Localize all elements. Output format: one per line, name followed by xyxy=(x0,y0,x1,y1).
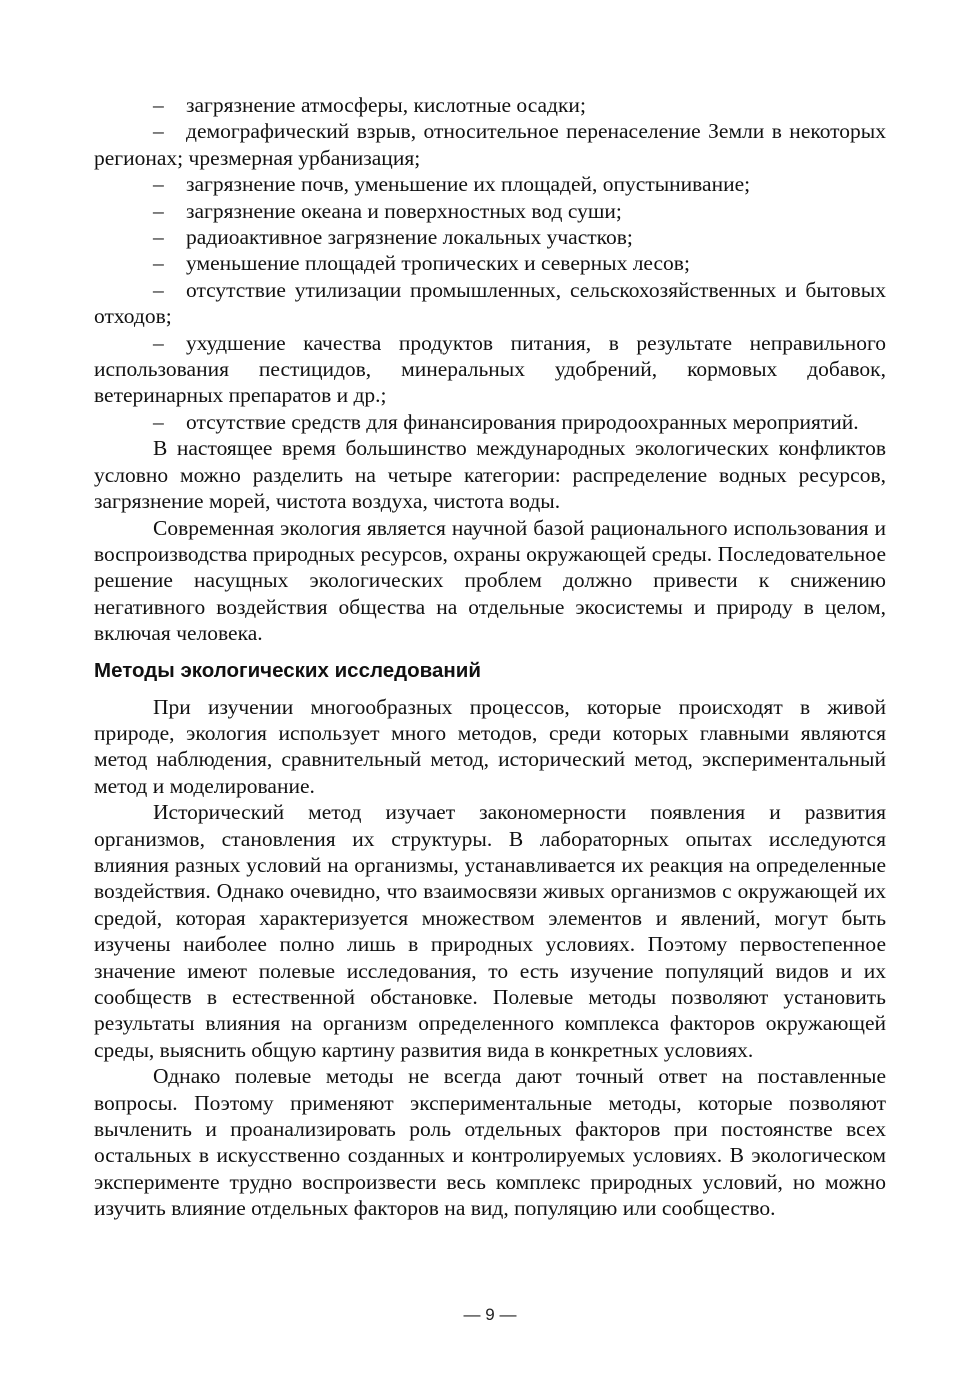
paragraph-methods-intro: При изучении многообразных процессов, которые происходят в живой природе, экология использует много методов, среди которых главными являются метод наблюдения, сравнительный метод, исторический метод, экспериментальный метод и моделирование. xyxy=(94,694,886,798)
list-item-text: демографический взрыв, относительное перенаселение Земли в некоторых регионах; чрезмерная урбанизация; xyxy=(94,119,886,170)
list-dash: – xyxy=(153,277,164,302)
list-item-text: загрязнение почв, уменьшение их площадей, опустынивание; xyxy=(186,172,751,197)
list-item-text: уменьшение площадей тропических и северных лесов; xyxy=(186,251,690,276)
list-item xyxy=(94,409,886,435)
list-dash: – xyxy=(153,198,164,223)
list-dash: – xyxy=(153,251,164,276)
list-item xyxy=(94,118,886,171)
list-dash: – xyxy=(153,119,164,144)
list-dash: – xyxy=(153,225,164,250)
list-dash: – xyxy=(153,93,164,117)
list-item-text: отсутствие утилизации промышленных, сельскохозяйственных и бытовых отходов; xyxy=(94,277,886,329)
list-item xyxy=(94,277,886,330)
list-dash: – xyxy=(153,330,164,355)
list-item xyxy=(94,92,886,118)
list-item xyxy=(94,250,886,276)
list-item xyxy=(94,330,886,409)
list-item-text: отсутствие средств для финансирования природоохранных мероприятий. xyxy=(186,409,859,434)
list-item-text: ухудшение качества продуктов питания, в результате неправильного использования пестицидов, минеральных удобрений, кормовых добавок, ветеринарных препаратов и др.; xyxy=(94,330,886,408)
paragraph-historical-method: Исторический метод изучает закономерности появления и развития организмов, становления их структуры. В лабораторных опытах исследуются влияния разных условий на организмы, устанавливается их реакция на определенные воздействия. Однако очевидно, что взаимосвязи живых организмов с окружающей их средой, которая характеризуется множеством элементов и явлений, могут быть изучены наиболее полно лишь в природных условиях. Поэтому первостепенное значение имеют полевые исследования, то есть изучение популяций видов и их сообществ в естественной обстановке. Полевые методы позволяют установить результаты влияния на организм определенного комплекса факторов окружающей среды, выяснить общую картину развития вида в конкретных условиях. xyxy=(94,800,886,1062)
page-body xyxy=(94,92,886,1222)
paragraph-field-methods: Однако полевые методы не всегда дают точный ответ на поставленные вопросы. Поэтому применяют экспериментальные методы, которые позволяют вычленить и проанализировать роль отдельных факторов при постоянстве всех остальных в искусственно созданных и контролируемых условиях. В экологическом эксперименте трудно воспроизвести весь комплекс природных условий, но можно изучить влияние отдельных факторов на вид, популяцию или сообщество. xyxy=(94,1064,886,1221)
page-number: — 9 — xyxy=(463,1305,517,1324)
list-item xyxy=(94,224,886,250)
paragraph-conflicts: В настоящее время большинство международных экологических конфликтов условно можно разделить на четыре категории: распределение водных ресурсов, загрязнение морей, чистота воздуха, чистота воды. xyxy=(94,436,886,514)
list-dash: – xyxy=(153,409,164,434)
list-item xyxy=(94,171,886,197)
paragraph-modern-ecology: Современная экология является научной базой рационального использования и воспроизводства природных ресурсов, охраны окружающей среды. Последовательное решение насущных экологических проблем должно привести к снижению негативного воздействия общества на отдельные экосистемы и природу в целом, включая человека. xyxy=(94,515,886,646)
list-item-text: радиоактивное загрязнение локальных участков; xyxy=(186,225,633,250)
list-item xyxy=(94,198,886,224)
list-item-text: загрязнение океана и поверхностных вод суши; xyxy=(186,198,622,223)
section-heading: Методы экологических исследований xyxy=(94,658,481,682)
list-item-text: загрязнение атмосферы, кислотные осадки; xyxy=(186,93,586,117)
list-dash: – xyxy=(153,172,164,197)
problems-list xyxy=(94,92,886,435)
